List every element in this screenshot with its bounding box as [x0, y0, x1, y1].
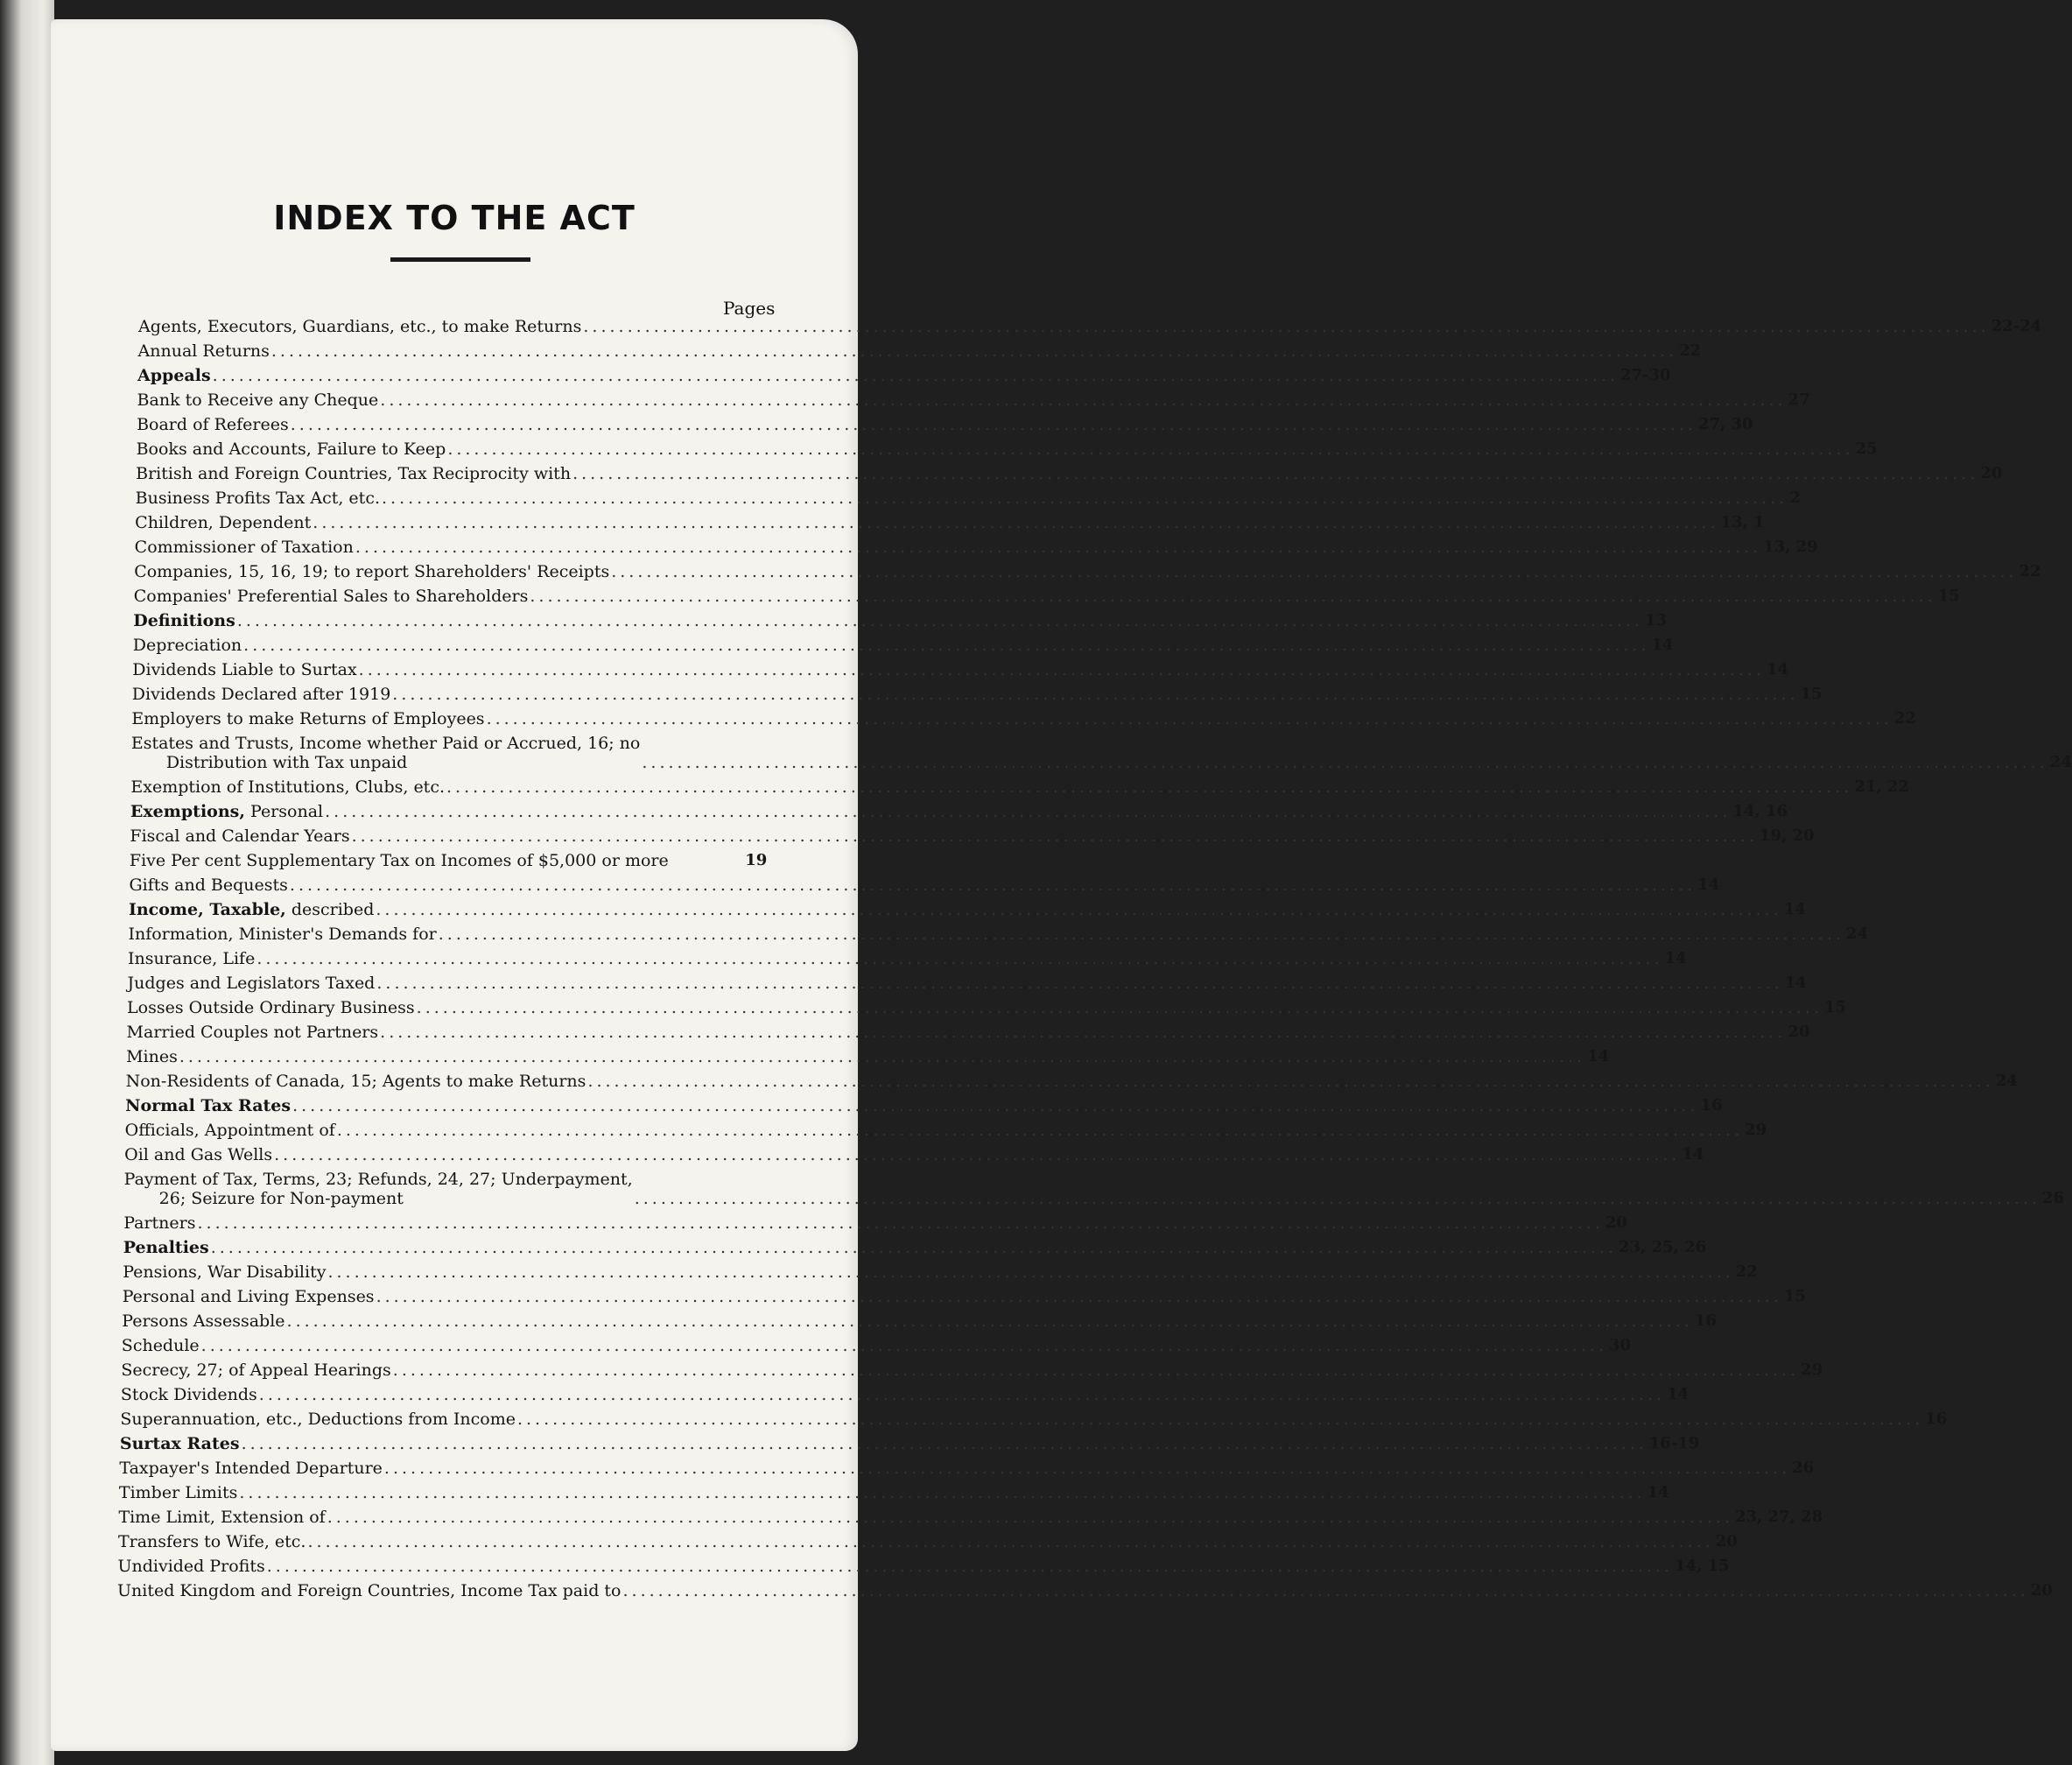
entry-pages: 22-24: [1991, 317, 2042, 335]
entry-label: Transfers to Wife, etc.: [117, 1532, 306, 1551]
leader-dots: ................................................................................................................................................................: [355, 538, 1762, 557]
entry-label: Oil and Gas Wells: [124, 1145, 273, 1164]
index-entry: [127, 974, 1807, 993]
entry-pages: 23, 25, 26: [1619, 1238, 1707, 1256]
entry-label: Non-Residents of Canada, 15; Agents to make Returns: [125, 1072, 586, 1091]
index-entry: [136, 439, 1878, 459]
entry-pages: 14: [1766, 660, 1789, 679]
index-entry: [121, 1361, 1823, 1380]
index-entry: [118, 1483, 1669, 1502]
leader-dots: ................................................................................................................................................................: [380, 390, 1787, 410]
entry-label: Definitions: [133, 611, 235, 630]
entry-label: Dividends Liable to Surtax: [132, 660, 357, 679]
entry-pages: 20: [1605, 1213, 1627, 1232]
leader-dots: ................................................................................................................................................................: [634, 1189, 2041, 1208]
entry-pages: 14: [1587, 1047, 1610, 1065]
entry-pages: 13, 29: [1763, 538, 1818, 556]
leader-dots: ................................................................................................................................................................: [270, 341, 1678, 361]
entry-label: Surtax Rates: [119, 1434, 240, 1453]
index-entry: [125, 1096, 1723, 1115]
index-entry: [130, 777, 1909, 797]
entry-pages: 14: [1697, 875, 1720, 894]
entry-label: Payment of Tax, Terms, 23; Refunds, 24, 27; Underpayment,: [123, 1170, 633, 1189]
index-entry: [117, 1581, 2053, 1600]
index-entry: [125, 1072, 2018, 1091]
entry-label: Penalties: [123, 1238, 209, 1257]
index-entry: [132, 660, 1789, 679]
entry-label: Income, Taxable,: [128, 900, 286, 919]
entry-label: Board of Referees: [137, 415, 289, 434]
entry-label: Estates and Trusts, Income whether Paid or Accrued, 16; no: [130, 734, 641, 753]
entry-label: Books and Accounts, Failure to Keep: [136, 439, 446, 459]
entry-pages: 24: [1995, 1072, 2018, 1090]
entry-pages: 22: [1679, 341, 1702, 360]
leader-dots: ................................................................................................................................................................: [351, 826, 1758, 846]
entry-label: Business Profits Tax Act, etc.: [135, 489, 380, 508]
entry-label: Commissioner of Taxation: [134, 538, 354, 557]
leader-dots: ................................................................................................................................................................: [210, 1238, 1618, 1257]
leader-dots: ................................................................................................................................................................: [200, 1336, 1607, 1355]
index-entry: [120, 1385, 1689, 1404]
entry-label: Pensions, War Disability: [123, 1262, 327, 1282]
leader-dots: ................................................................................................................................................................: [327, 1508, 1734, 1527]
index-entry: [126, 1047, 1610, 1066]
index-entry: [130, 851, 767, 870]
entry-label: British and Foreign Countries, Tax Reciprocity with: [136, 464, 572, 483]
entry-label-rest: described: [285, 900, 375, 919]
entry-pages: 26: [2042, 1189, 2065, 1207]
index-entry: [136, 464, 2003, 483]
entry-pages: 20: [2030, 1581, 2053, 1600]
index-entry: [117, 1557, 1730, 1576]
leader-dots: ................................................................................................................................................................: [383, 1459, 1791, 1478]
index-entry: [119, 1459, 1815, 1478]
index-entry: [135, 513, 1765, 532]
index-entry: [124, 1145, 1704, 1164]
entry-pages: 27, 30: [1698, 415, 1753, 433]
entry-label: Timber Limits: [118, 1483, 238, 1502]
entry-label: Judges and Legislators Taxed: [127, 974, 376, 993]
entry-label: Mines: [126, 1047, 178, 1066]
entry-pages: 14: [1664, 949, 1687, 967]
entry-pages: 15: [1800, 685, 1823, 703]
leader-dots: ................................................................................................................................................................: [392, 1361, 1800, 1380]
index-page: [51, 19, 2072, 1751]
leader-dots: ................................................................................................................................................................: [587, 1072, 1994, 1091]
entry-pages: 25: [1855, 439, 1878, 458]
entry-pages: 20: [1980, 464, 2003, 482]
entry-pages: 15: [1783, 1287, 1806, 1305]
index-entry: [134, 538, 1818, 557]
leader-dots: ................................................................................................................................................................: [376, 900, 1782, 919]
entry-label: Fiscal and Calendar Years: [130, 826, 350, 846]
index-entry: [130, 802, 1788, 821]
index-entry: [128, 925, 1869, 944]
leader-dots: ................................................................................................................................................................: [382, 489, 1788, 508]
leader-dots: ................................................................................................................................................................: [380, 1023, 1787, 1042]
leader-dots: ................................................................................................................................................................: [583, 317, 1990, 336]
index-entry: [133, 611, 1668, 630]
leader-dots: ................................................................................................................................................................: [274, 1145, 1681, 1164]
entry-label: Companies, 15, 16, 19; to report Shareholders' Receipts: [134, 562, 610, 581]
entry-label: Exemptions,: [130, 802, 245, 821]
index-entry: [123, 1213, 1627, 1233]
entry-label: Schedule: [121, 1336, 200, 1355]
entry-pages: 20: [1715, 1532, 1738, 1551]
index-entry: [129, 875, 1720, 895]
entry-pages: 29: [1801, 1361, 1823, 1379]
entry-pages: 14: [1651, 636, 1674, 654]
entry-pages: 19: [745, 851, 768, 869]
entry-label: Annual Returns: [137, 341, 270, 361]
leader-dots: ................................................................................................................................................................: [438, 925, 1845, 944]
entry-pages: 29: [1745, 1121, 1767, 1139]
entry-label: Losses Outside Ordinary Business: [127, 998, 415, 1017]
index-entry: [130, 826, 1815, 846]
leader-dots: ................................................................................................................................................................: [327, 1262, 1734, 1282]
leader-dots: ................................................................................................................................................................: [290, 415, 1697, 434]
index-entry: [137, 390, 1810, 410]
leader-dots: ................................................................................................................................................................: [516, 1410, 1924, 1429]
entry-pages: 22: [2019, 562, 2041, 580]
entry-pages: 16: [1925, 1410, 1948, 1428]
leader-dots: ................................................................................................................................................................: [313, 513, 1719, 532]
leader-dots: ................................................................................................................................................................: [292, 1096, 1699, 1115]
index-entry: [133, 587, 1960, 606]
entry-pages: 19, 20: [1759, 826, 1815, 845]
entry-pages: 24: [1846, 925, 1869, 943]
entry-pages: 26: [1792, 1459, 1815, 1477]
index-entry: [135, 489, 1801, 508]
index-entry: [126, 1023, 1810, 1042]
index-entry: [132, 636, 1674, 655]
leader-dots: ................................................................................................................................................................: [572, 464, 1979, 483]
entry-label: Personal and Living Expenses: [122, 1287, 375, 1306]
index-entry: [120, 1410, 1948, 1429]
index-entry: [128, 900, 1806, 919]
facing-page-edge: [0, 0, 54, 1765]
entry-pages: 23, 27, 28: [1735, 1508, 1823, 1526]
index-entry: [121, 1336, 1632, 1355]
leader-dots: ................................................................................................................................................................: [307, 1532, 1714, 1551]
index-entry: [130, 734, 2072, 772]
entry-label: Information, Minister's Demands for: [128, 925, 437, 944]
leader-dots: ................................................................................................................................................................: [446, 777, 1853, 797]
entry-label: Bank to Receive any Cheque: [137, 390, 379, 410]
index-entry: [137, 366, 1671, 385]
entry-pages: 27: [1788, 390, 1810, 409]
entry-label-continued: 26; Seizure for Non-payment: [158, 1189, 404, 1208]
leader-dots: ................................................................................................................................................................: [212, 366, 1619, 385]
leader-dots: ................................................................................................................................................................: [392, 685, 1799, 704]
index-entry: [127, 998, 1847, 1017]
entry-label: Children, Dependent: [135, 513, 312, 532]
leader-dots: ................................................................................................................................................................: [256, 949, 1663, 968]
index-entry: [128, 949, 1687, 968]
entry-label: Married Couples not Partners: [126, 1023, 379, 1042]
leader-dots: ................................................................................................................................................................: [447, 439, 1854, 459]
page-title: INDEX TO THE ACT: [273, 199, 636, 237]
index-entry: [131, 709, 1916, 728]
pages-column-header: Pages: [723, 298, 776, 319]
entry-label: Five Per cent Supplementary Tax on Incomes of $5,000 or more: [129, 851, 669, 870]
entry-pages: 24: [2049, 753, 2072, 771]
index-entry: [137, 341, 1702, 361]
index-entry: [119, 1434, 1700, 1453]
entry-pages: 13, 1: [1720, 513, 1765, 531]
entry-pages: 30: [1608, 1336, 1632, 1354]
index-entry: [122, 1311, 1717, 1331]
entry-label: Employers to make Returns of Employees: [131, 709, 485, 728]
entry-pages: 14, 16: [1732, 802, 1788, 820]
entry-label: Dividends Declared after 1919: [131, 685, 391, 704]
index-entry: [124, 1121, 1767, 1140]
entry-label: Appeals: [137, 366, 211, 385]
index-entry: [117, 1532, 1738, 1551]
entry-label: Companies' Preferential Sales to Shareholders: [133, 587, 529, 606]
leader-dots: ................................................................................................................................................................: [358, 660, 1765, 679]
entry-label-continued: Distribution with Tax unpaid: [165, 753, 408, 772]
entry-label: Insurance, Life: [128, 949, 256, 968]
entry-label: Exemption of Institutions, Clubs, etc.: [130, 777, 446, 797]
leader-dots: ................................................................................................................................................................: [197, 1213, 1604, 1233]
index-entry: [134, 562, 2041, 581]
entry-label-rest: Personal: [244, 802, 324, 821]
leader-dots: ................................................................................................................................................................: [325, 802, 1731, 821]
leader-dots: ................................................................................................................................................................: [376, 1287, 1782, 1306]
entry-pages: 14: [1783, 900, 1806, 918]
entry-label: Undivided Profits: [117, 1557, 265, 1576]
index-entry: [123, 1238, 1707, 1257]
leader-dots: ................................................................................................................................................................: [611, 562, 2018, 581]
leader-dots: ................................................................................................................................................................: [486, 709, 1893, 728]
entry-pages: 16: [1694, 1311, 1717, 1330]
entry-pages: 27-30: [1620, 366, 1671, 384]
index-entry: [123, 1170, 2065, 1208]
entry-pages: 21, 22: [1854, 777, 1909, 796]
entry-pages: 16-19: [1648, 1434, 1700, 1452]
entry-pages: 14: [1667, 1385, 1689, 1403]
leader-dots: ................................................................................................................................................................: [236, 611, 1644, 630]
leader-dots: ................................................................................................................................................................: [179, 1047, 1586, 1066]
entry-pages: 14: [1682, 1145, 1704, 1164]
index-entry: [138, 317, 2042, 336]
entry-pages: 16: [1700, 1096, 1723, 1115]
leader-dots: ................................................................................................................................................................: [622, 1581, 2029, 1600]
entry-pages: 22: [1893, 709, 1916, 728]
entry-pages: 15: [1824, 998, 1847, 1016]
entry-label: Secrecy, 27; of Appeal Hearings: [121, 1361, 391, 1380]
entry-label: United Kingdom and Foreign Countries, Income Tax paid to: [117, 1581, 622, 1600]
entry-pages: 14: [1784, 974, 1807, 992]
entry-label: Partners: [123, 1213, 196, 1233]
entry-label: Time Limit, Extension of: [118, 1508, 326, 1527]
entry-label: Normal Tax Rates: [125, 1096, 291, 1115]
entry-pages: 2: [1789, 489, 1801, 507]
index-entry: [118, 1508, 1823, 1527]
entry-pages: 22: [1735, 1262, 1758, 1281]
index-entry: [131, 685, 1823, 704]
leader-dots: ................................................................................................................................................................: [530, 587, 1936, 606]
entry-label: Persons Assessable: [122, 1311, 285, 1331]
leader-dots: ................................................................................................................................................................: [642, 753, 2048, 772]
entry-pages: 13: [1645, 611, 1668, 629]
leader-dots: ................................................................................................................................................................: [416, 998, 1823, 1017]
leader-dots: ................................................................................................................................................................: [243, 636, 1650, 655]
leader-dots: ................................................................................................................................................................: [286, 1311, 1693, 1331]
entry-label: Gifts and Bequests: [129, 875, 288, 895]
index-entry: [122, 1287, 1806, 1306]
leader-dots: ................................................................................................................................................................: [376, 974, 1783, 993]
entry-label: Agents, Executors, Guardians, etc., to make Returns: [138, 317, 582, 336]
entry-label: Stock Dividends: [120, 1385, 257, 1404]
leader-dots: ................................................................................................................................................................: [266, 1557, 1674, 1576]
index-entry: [123, 1262, 1758, 1282]
leader-dots: ................................................................................................................................................................: [241, 1434, 1647, 1453]
entry-pages: 14, 15: [1675, 1557, 1730, 1575]
entry-label: Officials, Appointment of: [124, 1121, 335, 1140]
entry-label: Taxpayer's Intended Departure: [119, 1459, 383, 1478]
entry-pages: 20: [1788, 1023, 1810, 1041]
entry-label: Depreciation: [132, 636, 242, 655]
index-entry: [137, 415, 1753, 434]
entry-pages: 15: [1937, 587, 1960, 605]
leader-dots: ................................................................................................................................................................: [336, 1121, 1744, 1140]
index-entries: [51, 19, 2072, 1751]
leader-dots: ................................................................................................................................................................: [239, 1483, 1646, 1502]
leader-dots: ................................................................................................................................................................: [289, 875, 1696, 895]
entry-pages: 14: [1647, 1483, 1669, 1501]
entry-label: Superannuation, etc., Deductions from Income: [120, 1410, 516, 1429]
leader-dots: ................................................................................................................................................................: [258, 1385, 1666, 1404]
